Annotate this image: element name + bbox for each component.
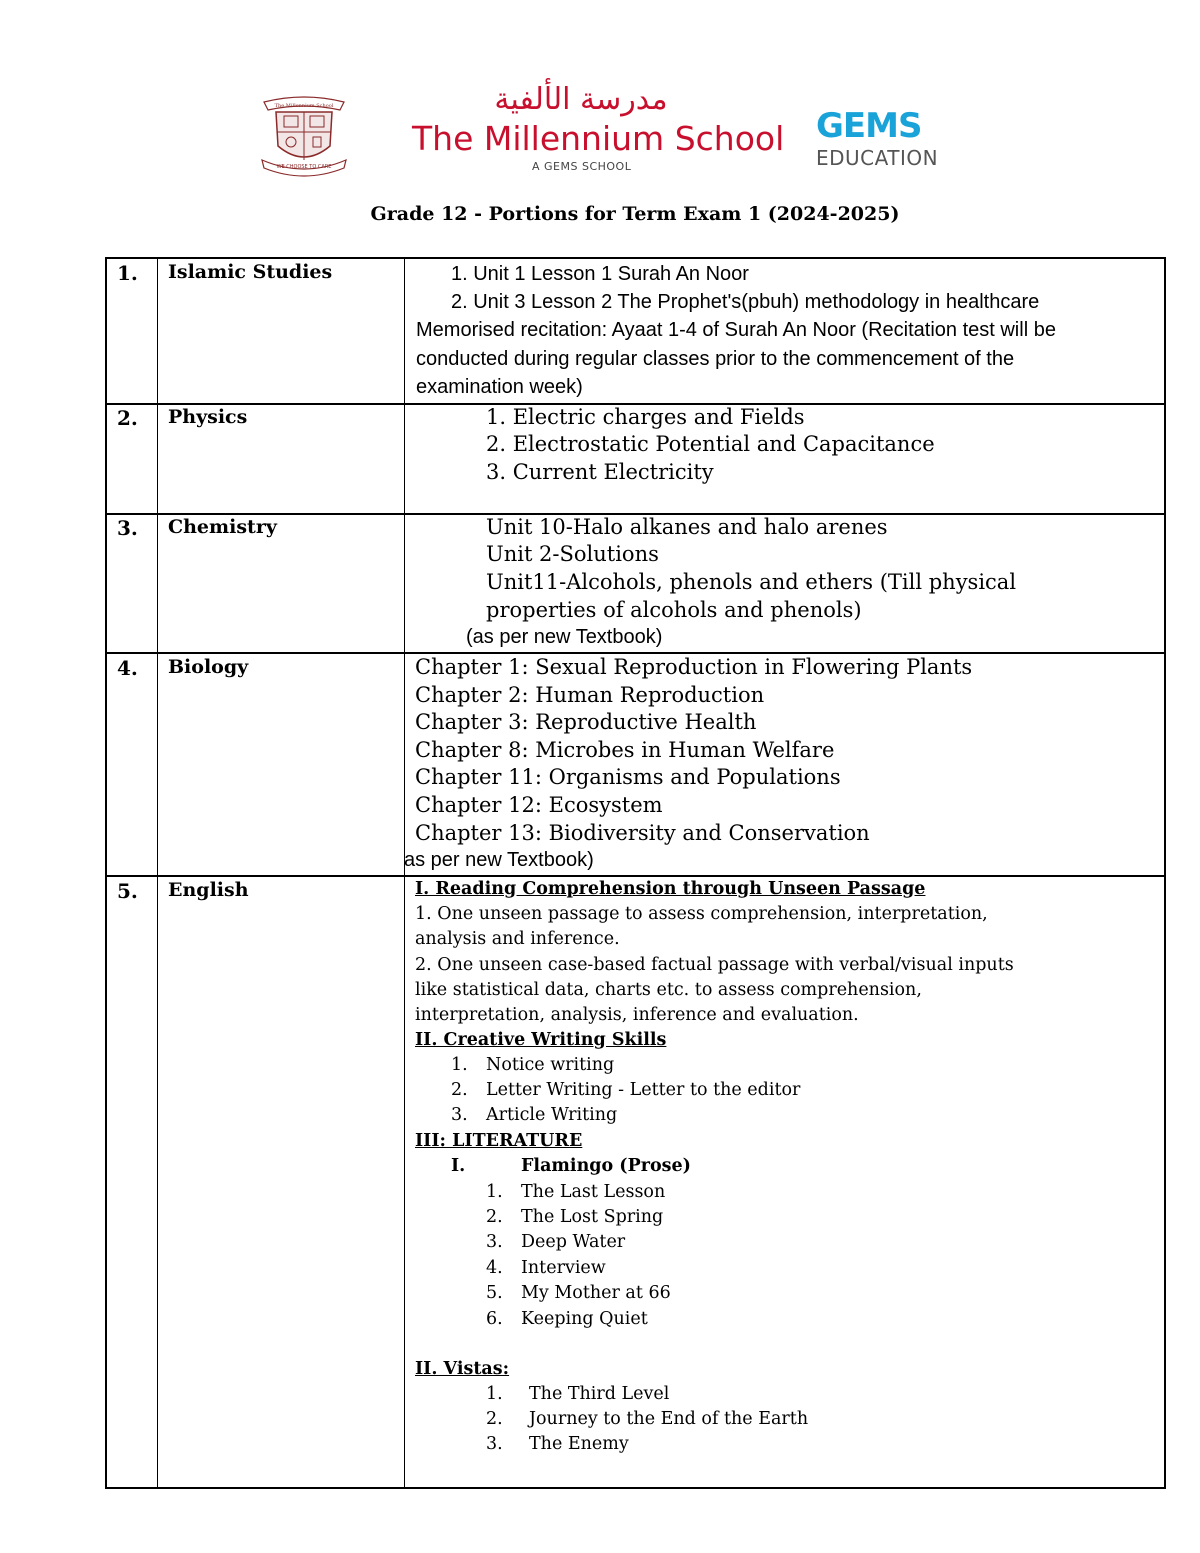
list-number: I.: [451, 1156, 466, 1176]
subject-name: Biology: [168, 656, 249, 678]
list-item: Journey to the End of the Earth: [529, 1409, 809, 1429]
gems-logo: [816, 108, 921, 144]
row-number: 1.: [117, 261, 138, 285]
crest-motto-text: WE CHOOSE TO CARE: [276, 164, 332, 170]
list-item: Deep Water: [521, 1232, 626, 1252]
row-divider: [107, 875, 1164, 877]
list-item: The Enemy: [529, 1434, 629, 1454]
list-number: 3.: [486, 1232, 503, 1252]
list-item: Article Writing: [486, 1105, 618, 1125]
sub-heading: Flamingo (Prose): [521, 1156, 691, 1176]
row-divider: [107, 652, 1164, 654]
list-number: 2.: [486, 1409, 503, 1429]
list-item: The Third Level: [529, 1384, 670, 1404]
list-number: 3.: [486, 1434, 503, 1454]
gems-logo-text: GEMS: [816, 106, 922, 146]
list-item: 2. Unit 3 Lesson 2 The Prophet's(pbuh) methodology in healthcare: [451, 291, 1040, 313]
school-tagline: A GEMS SCHOOL: [532, 160, 632, 173]
list-item: Chapter 1: Sexual Reproduction in Flowering Plants: [415, 655, 973, 679]
list-number: 6.: [486, 1309, 503, 1329]
list-number: 4.: [486, 1258, 503, 1278]
school-crest-icon: [258, 94, 350, 178]
list-item: Chapter 2: Human Reproduction: [415, 683, 765, 707]
list-item: Chapter 3: Reproductive Health: [415, 710, 757, 734]
row-number: 4.: [117, 656, 138, 680]
row-number: 5.: [117, 879, 138, 903]
list-number: 1.: [486, 1384, 503, 1404]
subject-name: Physics: [168, 406, 248, 428]
row-number: 3.: [117, 516, 138, 540]
textbook-note: (as per new Textbook): [466, 626, 663, 648]
school-name-arabic: مدرسة الألفية: [494, 82, 668, 117]
list-item: 1. Unit 1 Lesson 1 Surah An Noor: [451, 263, 749, 285]
list-item: Unit11-Alcohols, phenols and ethers (Till physical: [486, 570, 1017, 594]
list-item: Unit 10-Halo alkanes and halo arenes: [486, 515, 888, 539]
list-item: Keeping Quiet: [521, 1309, 648, 1329]
list-item: Chapter 12: Ecosystem: [415, 793, 663, 817]
note-line: Memorised recitation: Ayaat 1-4 of Surah An Noor (Recitation test will be: [416, 319, 1056, 341]
section-heading: III: LITERATURE: [415, 1131, 583, 1151]
list-item: Notice writing: [486, 1055, 615, 1075]
list-item: The Lost Spring: [521, 1207, 664, 1227]
column-divider: [404, 259, 405, 1487]
subject-name: Chemistry: [168, 516, 277, 538]
list-item: Letter Writing - Letter to the editor: [486, 1080, 801, 1100]
list-number: 1.: [451, 1055, 468, 1075]
list-item: Unit 2-Solutions: [486, 542, 659, 566]
section-heading: II. Creative Writing Skills: [415, 1030, 667, 1050]
section-heading: I. Reading Comprehension through Unseen Passage: [415, 879, 926, 899]
list-item: Interview: [521, 1258, 606, 1278]
note-line: conducted during regular classes prior to the commencement of the: [416, 348, 1015, 370]
text-line: 2. One unseen case-based factual passage with verbal/visual inputs: [415, 955, 1014, 975]
list-item: properties of alcohols and phenols): [486, 598, 862, 622]
textbook-note: as per new Textbook): [404, 849, 594, 871]
list-item: Chapter 8: Microbes in Human Welfare: [415, 738, 835, 762]
list-item: The Last Lesson: [521, 1182, 666, 1202]
list-item: 2. Electrostatic Potential and Capacitance: [486, 432, 935, 456]
text-line: interpretation, analysis, inference and evaluation.: [415, 1005, 859, 1025]
list-number: 3.: [451, 1105, 468, 1125]
list-number: 1.: [486, 1182, 503, 1202]
list-item: 3. Current Electricity: [486, 460, 714, 484]
subject-name: Islamic Studies: [168, 261, 333, 283]
note-line: examination week): [416, 376, 583, 398]
subject-name: English: [168, 879, 249, 901]
list-item: Chapter 13: Biodiversity and Conservation: [415, 821, 870, 845]
list-number: 5.: [486, 1283, 503, 1303]
row-number: 2.: [117, 406, 138, 430]
crest-banner-text: The Millennium School: [274, 103, 334, 109]
sub-heading: II. Vistas:: [415, 1359, 510, 1379]
school-name: The Millennium School: [412, 119, 785, 158]
list-item: Chapter 11: Organisms and Populations: [415, 765, 841, 789]
list-item: 1. Electric charges and Fields: [486, 405, 805, 429]
text-line: like statistical data, charts etc. to assess comprehension,: [415, 980, 922, 1000]
text-line: 1. One unseen passage to assess comprehension, interpretation,: [415, 904, 988, 924]
list-number: 2.: [486, 1207, 503, 1227]
list-item: My Mother at 66: [521, 1283, 671, 1303]
column-divider: [157, 259, 158, 1487]
gems-education-label: EDUCATION: [816, 146, 939, 170]
page-title: Grade 12 - Portions for Term Exam 1 (2024-2025): [370, 203, 900, 225]
text-line: analysis and inference.: [415, 929, 620, 949]
list-number: 2.: [451, 1080, 468, 1100]
